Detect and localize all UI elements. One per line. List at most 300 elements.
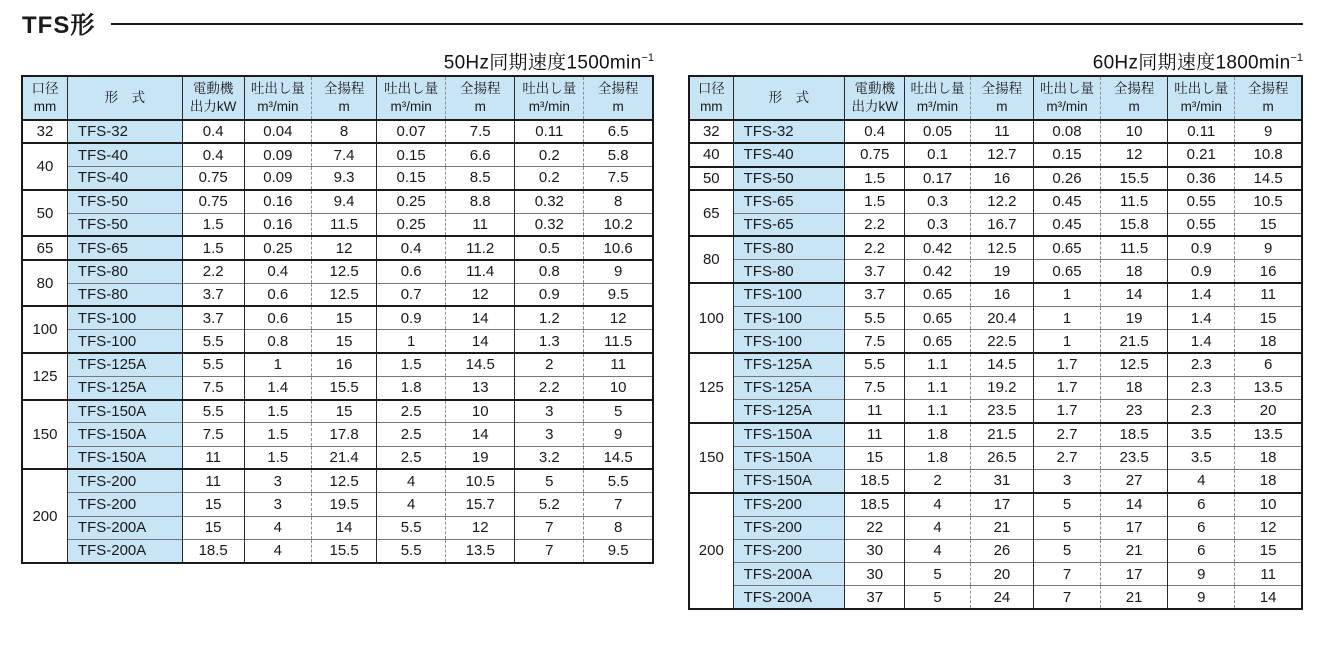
table-row — [689, 516, 1302, 539]
value-cell: 14 — [1101, 493, 1168, 516]
column-header: 口径 mm — [22, 76, 67, 120]
value-cell: 14 — [1101, 283, 1168, 306]
value-cell: 5 — [905, 586, 971, 609]
value-cell: 10.5 — [446, 469, 515, 492]
model-cell: TFS-200 — [733, 539, 845, 562]
value-cell: 12.5 — [312, 469, 377, 492]
value-cell: 2 — [905, 469, 971, 492]
value-cell: 23.5 — [970, 400, 1033, 423]
model-cell: TFS-150A — [67, 423, 182, 446]
value-cell: 5 — [1033, 539, 1100, 562]
value-cell: 0.75 — [845, 143, 905, 166]
bore-cell: 150 — [22, 400, 67, 470]
bore-cell: 150 — [689, 423, 733, 493]
value-cell: 0.75 — [182, 190, 244, 213]
value-cell: 9 — [584, 260, 653, 283]
value-cell: 0.9 — [1168, 260, 1235, 283]
value-cell: 11.5 — [312, 213, 377, 236]
value-cell: 4 — [1168, 469, 1235, 492]
value-cell: 7.5 — [584, 167, 653, 190]
value-cell: 2.7 — [1033, 446, 1100, 469]
value-cell: 9 — [584, 423, 653, 446]
value-cell: 5.5 — [182, 353, 244, 376]
table-row — [22, 120, 653, 143]
value-cell: 6.6 — [446, 143, 515, 166]
freq-label-50hz — [21, 44, 654, 75]
model-cell: TFS-150A — [67, 400, 182, 423]
model-cell: TFS-150A — [733, 446, 845, 469]
section-60hz — [688, 44, 1303, 610]
value-cell: 7 — [584, 493, 653, 516]
table-row — [22, 400, 653, 423]
table-row — [689, 190, 1302, 213]
model-cell: TFS-100 — [733, 306, 845, 329]
value-cell: 15.8 — [1101, 213, 1168, 236]
value-cell: 9.4 — [312, 190, 377, 213]
freq-text-50hz: 50Hz同期速度1500min — [443, 52, 642, 74]
model-cell: TFS-150A — [733, 423, 845, 446]
value-cell: 0.09 — [244, 167, 312, 190]
value-cell: 18 — [1101, 376, 1168, 399]
value-cell: 23 — [1101, 400, 1168, 423]
value-cell: 7 — [515, 516, 584, 539]
value-cell: 0.32 — [515, 213, 584, 236]
column-header: 形 式 — [733, 76, 845, 120]
value-cell: 13.5 — [1235, 376, 1302, 399]
value-cell: 1.4 — [244, 376, 312, 399]
model-cell: TFS-50 — [67, 213, 182, 236]
value-cell: 2.3 — [1168, 353, 1235, 376]
value-cell: 18 — [1235, 330, 1302, 353]
value-cell: 1 — [377, 330, 446, 353]
value-cell: 15.5 — [1101, 167, 1168, 190]
value-cell: 1.5 — [377, 353, 446, 376]
value-cell: 12.5 — [970, 236, 1033, 259]
value-cell: 12.5 — [312, 260, 377, 283]
value-cell: 5.5 — [182, 330, 244, 353]
value-cell: 1.5 — [182, 236, 244, 259]
table-row — [22, 446, 653, 469]
bore-cell: 40 — [22, 143, 67, 190]
bore-cell: 32 — [689, 120, 733, 143]
model-cell: TFS-150A — [67, 446, 182, 469]
table-row — [689, 283, 1302, 306]
freq-label-60hz — [688, 44, 1303, 75]
value-cell: 16.7 — [970, 213, 1033, 236]
value-cell: 0.1 — [905, 143, 971, 166]
value-cell: 1.7 — [1033, 376, 1100, 399]
value-cell: 1.1 — [905, 376, 971, 399]
model-cell: TFS-80 — [67, 283, 182, 306]
table-row — [689, 586, 1302, 609]
bore-cell: 200 — [22, 469, 67, 562]
spec-table-60hz — [688, 75, 1303, 610]
value-cell: 10.6 — [584, 236, 653, 259]
value-cell: 9.5 — [584, 539, 653, 562]
model-cell: TFS-80 — [67, 260, 182, 283]
model-cell: TFS-32 — [733, 120, 845, 143]
value-cell: 0.04 — [244, 120, 312, 143]
bore-cell: 80 — [22, 260, 67, 307]
value-cell: 4 — [377, 469, 446, 492]
value-cell: 0.11 — [515, 120, 584, 143]
value-cell: 2.2 — [845, 213, 905, 236]
value-cell: 13.5 — [446, 539, 515, 562]
table-row — [22, 236, 653, 259]
value-cell: 0.08 — [1033, 120, 1100, 143]
value-cell: 12 — [584, 306, 653, 329]
value-cell: 8 — [584, 190, 653, 213]
value-cell: 12.7 — [970, 143, 1033, 166]
table-row — [22, 167, 653, 190]
value-cell: 23.5 — [1101, 446, 1168, 469]
model-cell: TFS-65 — [67, 236, 182, 259]
value-cell: 3 — [515, 423, 584, 446]
model-cell: TFS-200A — [67, 539, 182, 562]
value-cell: 0.6 — [377, 260, 446, 283]
value-cell: 18.5 — [845, 493, 905, 516]
value-cell: 7.4 — [312, 143, 377, 166]
value-cell: 1.5 — [244, 400, 312, 423]
table-row — [689, 236, 1302, 259]
bore-cell: 65 — [689, 190, 733, 237]
value-cell: 4 — [905, 539, 971, 562]
freq-sup-50hz: −1 — [641, 52, 654, 64]
value-cell: 19 — [446, 446, 515, 469]
value-cell: 0.25 — [377, 190, 446, 213]
table-row — [22, 376, 653, 399]
value-cell: 9.3 — [312, 167, 377, 190]
value-cell: 0.16 — [244, 190, 312, 213]
header-row — [22, 76, 653, 120]
value-cell: 0.7 — [377, 283, 446, 306]
value-cell: 15 — [1235, 213, 1302, 236]
value-cell: 21.5 — [1101, 330, 1168, 353]
value-cell: 0.15 — [377, 143, 446, 166]
column-header: 吐出し量 m³/min — [905, 76, 971, 120]
value-cell: 7 — [515, 539, 584, 562]
value-cell: 1.5 — [845, 190, 905, 213]
table-row — [689, 120, 1302, 143]
value-cell: 3.7 — [845, 283, 905, 306]
value-cell: 11 — [1235, 563, 1302, 586]
table-row — [689, 423, 1302, 446]
value-cell: 0.42 — [905, 236, 971, 259]
table-row — [689, 376, 1302, 399]
value-cell: 8.8 — [446, 190, 515, 213]
table-row — [689, 446, 1302, 469]
value-cell: 5 — [1033, 516, 1100, 539]
value-cell: 14 — [312, 516, 377, 539]
value-cell: 19 — [1101, 306, 1168, 329]
value-cell: 0.15 — [1033, 143, 1100, 166]
value-cell: 37 — [845, 586, 905, 609]
table-row — [22, 539, 653, 562]
value-cell: 4 — [905, 516, 971, 539]
value-cell: 11.2 — [446, 236, 515, 259]
value-cell: 21 — [1101, 586, 1168, 609]
value-cell: 20 — [1235, 400, 1302, 423]
value-cell: 15.5 — [312, 539, 377, 562]
value-cell: 14.5 — [1235, 167, 1302, 190]
bore-cell: 80 — [689, 236, 733, 283]
value-cell: 0.4 — [182, 143, 244, 166]
model-cell: TFS-100 — [67, 330, 182, 353]
value-cell: 8 — [312, 120, 377, 143]
value-cell: 0.2 — [515, 143, 584, 166]
value-cell: 15 — [312, 400, 377, 423]
value-cell: 15 — [1235, 306, 1302, 329]
table-row — [22, 330, 653, 353]
table-row — [689, 260, 1302, 283]
model-cell: TFS-200 — [733, 493, 845, 516]
bore-cell: 40 — [689, 143, 733, 166]
value-cell: 0.05 — [905, 120, 971, 143]
table-row — [22, 213, 653, 236]
value-cell: 2.3 — [1168, 400, 1235, 423]
value-cell: 0.2 — [515, 167, 584, 190]
model-cell: TFS-125A — [733, 400, 845, 423]
value-cell: 5.5 — [845, 353, 905, 376]
value-cell: 0.65 — [1033, 236, 1100, 259]
value-cell: 19 — [970, 260, 1033, 283]
value-cell: 17 — [970, 493, 1033, 516]
model-cell: TFS-50 — [733, 167, 845, 190]
column-header: 全揚程 m — [970, 76, 1033, 120]
value-cell: 10.5 — [1235, 190, 1302, 213]
value-cell: 2.2 — [515, 376, 584, 399]
value-cell: 11 — [446, 213, 515, 236]
value-cell: 5 — [905, 563, 971, 586]
value-cell: 4 — [905, 493, 971, 516]
value-cell: 30 — [845, 563, 905, 586]
column-header: 全揚程 m — [1235, 76, 1302, 120]
value-cell: 7.5 — [446, 120, 515, 143]
table-row — [22, 516, 653, 539]
value-cell: 18.5 — [182, 539, 244, 562]
column-header: 口径 mm — [689, 76, 733, 120]
value-cell: 20.4 — [970, 306, 1033, 329]
model-cell: TFS-40 — [67, 143, 182, 166]
value-cell: 9 — [1235, 120, 1302, 143]
value-cell: 3 — [244, 469, 312, 492]
model-cell: TFS-80 — [733, 236, 845, 259]
freq-text-60hz: 60Hz同期速度1800min — [1092, 52, 1291, 74]
bore-cell: 100 — [22, 306, 67, 353]
value-cell: 15 — [1235, 539, 1302, 562]
column-header: 吐出し量 m³/min — [377, 76, 446, 120]
value-cell: 1 — [1033, 330, 1100, 353]
value-cell: 18 — [1235, 446, 1302, 469]
value-cell: 5.2 — [515, 493, 584, 516]
value-cell: 4 — [377, 493, 446, 516]
value-cell: 0.45 — [1033, 213, 1100, 236]
value-cell: 12.5 — [1101, 353, 1168, 376]
value-cell: 7 — [1033, 563, 1100, 586]
page-title: TFS形 — [22, 12, 96, 39]
value-cell: 10.8 — [1235, 143, 1302, 166]
value-cell: 14 — [446, 306, 515, 329]
value-cell: 0.9 — [1168, 236, 1235, 259]
model-cell: TFS-125A — [67, 353, 182, 376]
model-cell: TFS-200 — [67, 469, 182, 492]
value-cell: 5 — [1033, 493, 1100, 516]
value-cell: 9 — [1168, 586, 1235, 609]
title-rule — [111, 23, 1303, 25]
value-cell: 11 — [845, 400, 905, 423]
bore-cell: 50 — [689, 167, 733, 190]
column-header: 全揚程 m — [312, 76, 377, 120]
value-cell: 21.4 — [312, 446, 377, 469]
page-header — [22, 5, 1303, 40]
value-cell: 0.6 — [244, 283, 312, 306]
value-cell: 6 — [1235, 353, 1302, 376]
column-header: 吐出し量 m³/min — [515, 76, 584, 120]
value-cell: 0.25 — [244, 236, 312, 259]
value-cell: 3.5 — [1168, 423, 1235, 446]
table-row — [689, 167, 1302, 190]
value-cell: 2.7 — [1033, 423, 1100, 446]
value-cell: 18.5 — [845, 469, 905, 492]
value-cell: 2 — [515, 353, 584, 376]
table-row — [689, 539, 1302, 562]
value-cell: 26.5 — [970, 446, 1033, 469]
value-cell: 26 — [970, 539, 1033, 562]
value-cell: 0.07 — [377, 120, 446, 143]
value-cell: 0.9 — [377, 306, 446, 329]
value-cell: 3.5 — [1168, 446, 1235, 469]
table-row — [22, 143, 653, 166]
value-cell: 1.2 — [515, 306, 584, 329]
value-cell: 15 — [182, 493, 244, 516]
model-cell: TFS-200 — [733, 516, 845, 539]
value-cell: 8.5 — [446, 167, 515, 190]
value-cell: 13.5 — [1235, 423, 1302, 446]
value-cell: 1 — [1033, 306, 1100, 329]
value-cell: 0.65 — [905, 283, 971, 306]
value-cell: 11 — [1235, 283, 1302, 306]
value-cell: 1.4 — [1168, 306, 1235, 329]
value-cell: 1.5 — [244, 423, 312, 446]
table-row — [689, 330, 1302, 353]
model-cell: TFS-100 — [67, 306, 182, 329]
value-cell: 11 — [970, 120, 1033, 143]
value-cell: 0.4 — [182, 120, 244, 143]
value-cell: 7.5 — [182, 423, 244, 446]
value-cell: 0.4 — [377, 236, 446, 259]
model-cell: TFS-125A — [67, 376, 182, 399]
value-cell: 1.4 — [1168, 330, 1235, 353]
section-50hz — [21, 44, 654, 564]
value-cell: 0.4 — [244, 260, 312, 283]
table-row — [689, 493, 1302, 516]
value-cell: 10 — [1101, 120, 1168, 143]
value-cell: 11 — [584, 353, 653, 376]
value-cell: 16 — [312, 353, 377, 376]
value-cell: 6 — [1168, 493, 1235, 516]
value-cell: 11.5 — [1101, 190, 1168, 213]
bore-cell: 32 — [22, 120, 67, 143]
value-cell: 15 — [845, 446, 905, 469]
value-cell: 11 — [182, 446, 244, 469]
value-cell: 0.16 — [244, 213, 312, 236]
value-cell: 1.8 — [377, 376, 446, 399]
table-row — [689, 213, 1302, 236]
value-cell: 1.3 — [515, 330, 584, 353]
value-cell: 1 — [244, 353, 312, 376]
value-cell: 7.5 — [845, 376, 905, 399]
bore-cell: 125 — [689, 353, 733, 423]
value-cell: 5.5 — [845, 306, 905, 329]
model-cell: TFS-100 — [733, 283, 845, 306]
value-cell: 0.75 — [182, 167, 244, 190]
column-header: 吐出し量 m³/min — [1168, 76, 1235, 120]
value-cell: 20 — [970, 563, 1033, 586]
value-cell: 2.2 — [182, 260, 244, 283]
table-row — [22, 423, 653, 446]
value-cell: 0.8 — [515, 260, 584, 283]
value-cell: 12 — [1101, 143, 1168, 166]
value-cell: 1.5 — [182, 213, 244, 236]
value-cell: 6 — [1168, 539, 1235, 562]
value-cell: 9.5 — [584, 283, 653, 306]
value-cell: 3.7 — [182, 306, 244, 329]
value-cell: 21 — [970, 516, 1033, 539]
value-cell: 15 — [182, 516, 244, 539]
value-cell: 16 — [1235, 260, 1302, 283]
value-cell: 0.26 — [1033, 167, 1100, 190]
table-row — [689, 353, 1302, 376]
value-cell: 0.45 — [1033, 190, 1100, 213]
value-cell: 12.5 — [312, 283, 377, 306]
value-cell: 8 — [584, 516, 653, 539]
value-cell: 3 — [244, 493, 312, 516]
value-cell: 1.5 — [845, 167, 905, 190]
table-row — [22, 306, 653, 329]
value-cell: 0.21 — [1168, 143, 1235, 166]
column-header: 全揚程 m — [584, 76, 653, 120]
value-cell: 12 — [446, 283, 515, 306]
value-cell: 15 — [312, 330, 377, 353]
column-header: 吐出し量 m³/min — [244, 76, 312, 120]
value-cell: 5.5 — [584, 469, 653, 492]
value-cell: 0.65 — [905, 330, 971, 353]
value-cell: 15.7 — [446, 493, 515, 516]
value-cell: 3 — [515, 400, 584, 423]
model-cell: TFS-200A — [67, 516, 182, 539]
model-cell: TFS-150A — [733, 469, 845, 492]
table-row — [22, 283, 653, 306]
value-cell: 16 — [970, 167, 1033, 190]
value-cell: 1.8 — [905, 423, 971, 446]
bore-cell: 125 — [22, 353, 67, 400]
value-cell: 0.11 — [1168, 120, 1235, 143]
value-cell: 0.3 — [905, 190, 971, 213]
value-cell: 2.5 — [377, 400, 446, 423]
value-cell: 19.2 — [970, 376, 1033, 399]
value-cell: 4 — [244, 516, 312, 539]
value-cell: 6.5 — [584, 120, 653, 143]
value-cell: 11.5 — [1101, 236, 1168, 259]
table-row — [22, 260, 653, 283]
value-cell: 27 — [1101, 469, 1168, 492]
value-cell: 11.4 — [446, 260, 515, 283]
table-row — [689, 563, 1302, 586]
value-cell: 18 — [1235, 469, 1302, 492]
model-cell: TFS-32 — [67, 120, 182, 143]
model-cell: TFS-40 — [67, 167, 182, 190]
value-cell: 0.09 — [244, 143, 312, 166]
